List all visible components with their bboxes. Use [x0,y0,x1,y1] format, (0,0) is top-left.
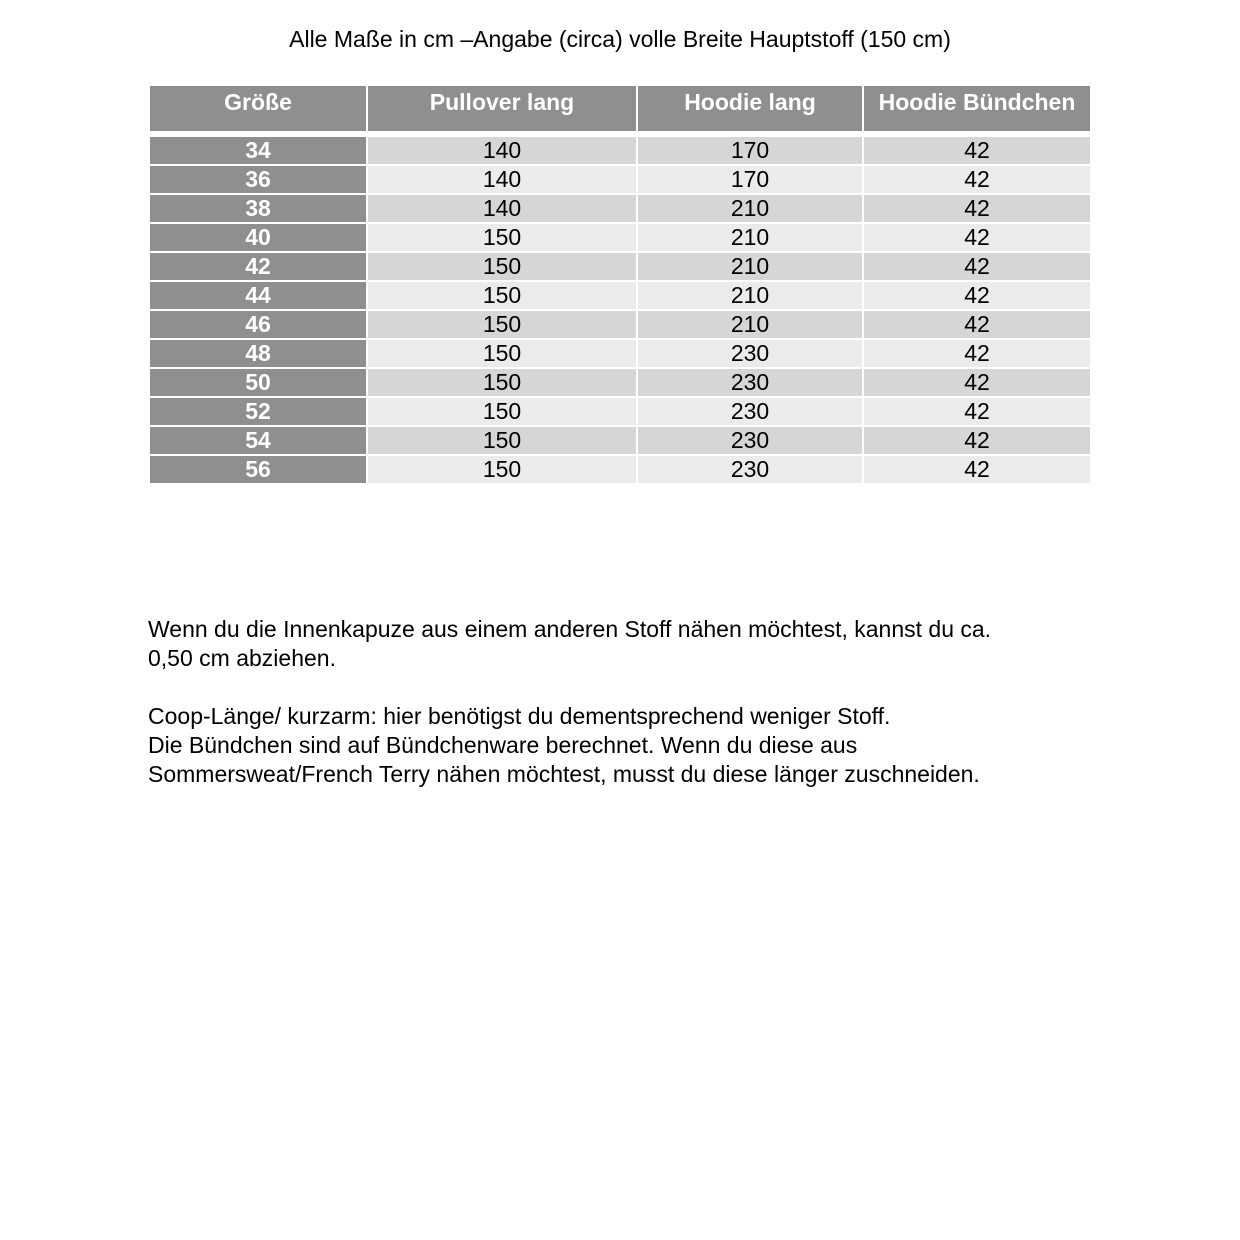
value-cell: 150 [368,224,636,251]
note-hood-line-2: 0,50 cm abziehen. [148,645,336,671]
value-cell: 210 [638,282,862,309]
size-cell: 38 [150,195,366,222]
size-cell: 50 [150,369,366,396]
size-table [148,84,1092,485]
table-row [150,195,1090,222]
value-cell: 230 [638,427,862,454]
size-cell: 46 [150,311,366,338]
table-row [150,456,1090,483]
value-cell: 150 [368,456,636,483]
value-cell: 150 [368,311,636,338]
value-cell: 42 [864,253,1090,280]
header-hoodie-lang: Hoodie lang [638,86,862,131]
value-cell: 230 [638,369,862,396]
value-cell: 150 [368,253,636,280]
table-row [150,340,1090,367]
size-cell: 42 [150,253,366,280]
size-cell: 54 [150,427,366,454]
table-row [150,398,1090,425]
value-cell: 42 [864,282,1090,309]
value-cell: 230 [638,456,862,483]
header-size: Größe [150,86,366,131]
table-row [150,311,1090,338]
value-cell: 42 [864,137,1090,164]
value-cell: 230 [638,340,862,367]
value-cell: 42 [864,340,1090,367]
header-pullover-lang: Pullover lang [368,86,636,131]
value-cell: 210 [638,195,862,222]
value-cell: 42 [864,427,1090,454]
table-row [150,137,1090,164]
value-cell: 150 [368,398,636,425]
value-cell: 42 [864,311,1090,338]
note-coop-line-2: Die Bündchen sind auf Bündchenware berechnet. Wenn du diese aus [148,732,858,758]
value-cell: 210 [638,253,862,280]
table-row [150,427,1090,454]
table-header-row [150,86,1090,131]
size-cell: 52 [150,398,366,425]
value-cell: 42 [864,166,1090,193]
value-cell: 42 [864,456,1090,483]
size-cell: 44 [150,282,366,309]
value-cell: 42 [864,224,1090,251]
size-cell: 48 [150,340,366,367]
note-coop-line-3: Sommersweat/French Terry nähen möchtest, musst du diese länger zuschneiden. [148,761,980,787]
value-cell: 170 [638,137,862,164]
header-hoodie-buendchen: Hoodie Bündchen [864,86,1090,131]
value-cell: 150 [368,369,636,396]
value-cell: 140 [368,195,636,222]
table-body [150,133,1090,483]
value-cell: 150 [368,340,636,367]
size-cell: 36 [150,166,366,193]
size-cell: 40 [150,224,366,251]
value-cell: 210 [638,311,862,338]
value-cell: 140 [368,166,636,193]
note-hood-line-1: Wenn du die Innenkapuze aus einem anderen Stoff nähen möchtest, kannst du ca. [148,616,992,642]
table-row [150,166,1090,193]
value-cell: 150 [368,282,636,309]
value-cell: 42 [864,398,1090,425]
note-coop-line-1: Coop-Länge/ kurzarm: hier benötigst du dementsprechend weniger Stoff. [148,703,891,729]
table-row [150,282,1090,309]
value-cell: 42 [864,369,1090,396]
notes [148,615,1108,789]
value-cell: 210 [638,224,862,251]
value-cell: 140 [368,137,636,164]
table-row [150,224,1090,251]
size-cell: 56 [150,456,366,483]
table-row [150,253,1090,280]
table-row [150,369,1090,396]
value-cell: 170 [638,166,862,193]
size-cell: 34 [150,137,366,164]
value-cell: 150 [368,427,636,454]
page-title: Alle Maße in cm –Angabe (circa) volle Breite Hauptstoff (150 cm) [289,26,951,52]
value-cell: 42 [864,195,1090,222]
value-cell: 230 [638,398,862,425]
